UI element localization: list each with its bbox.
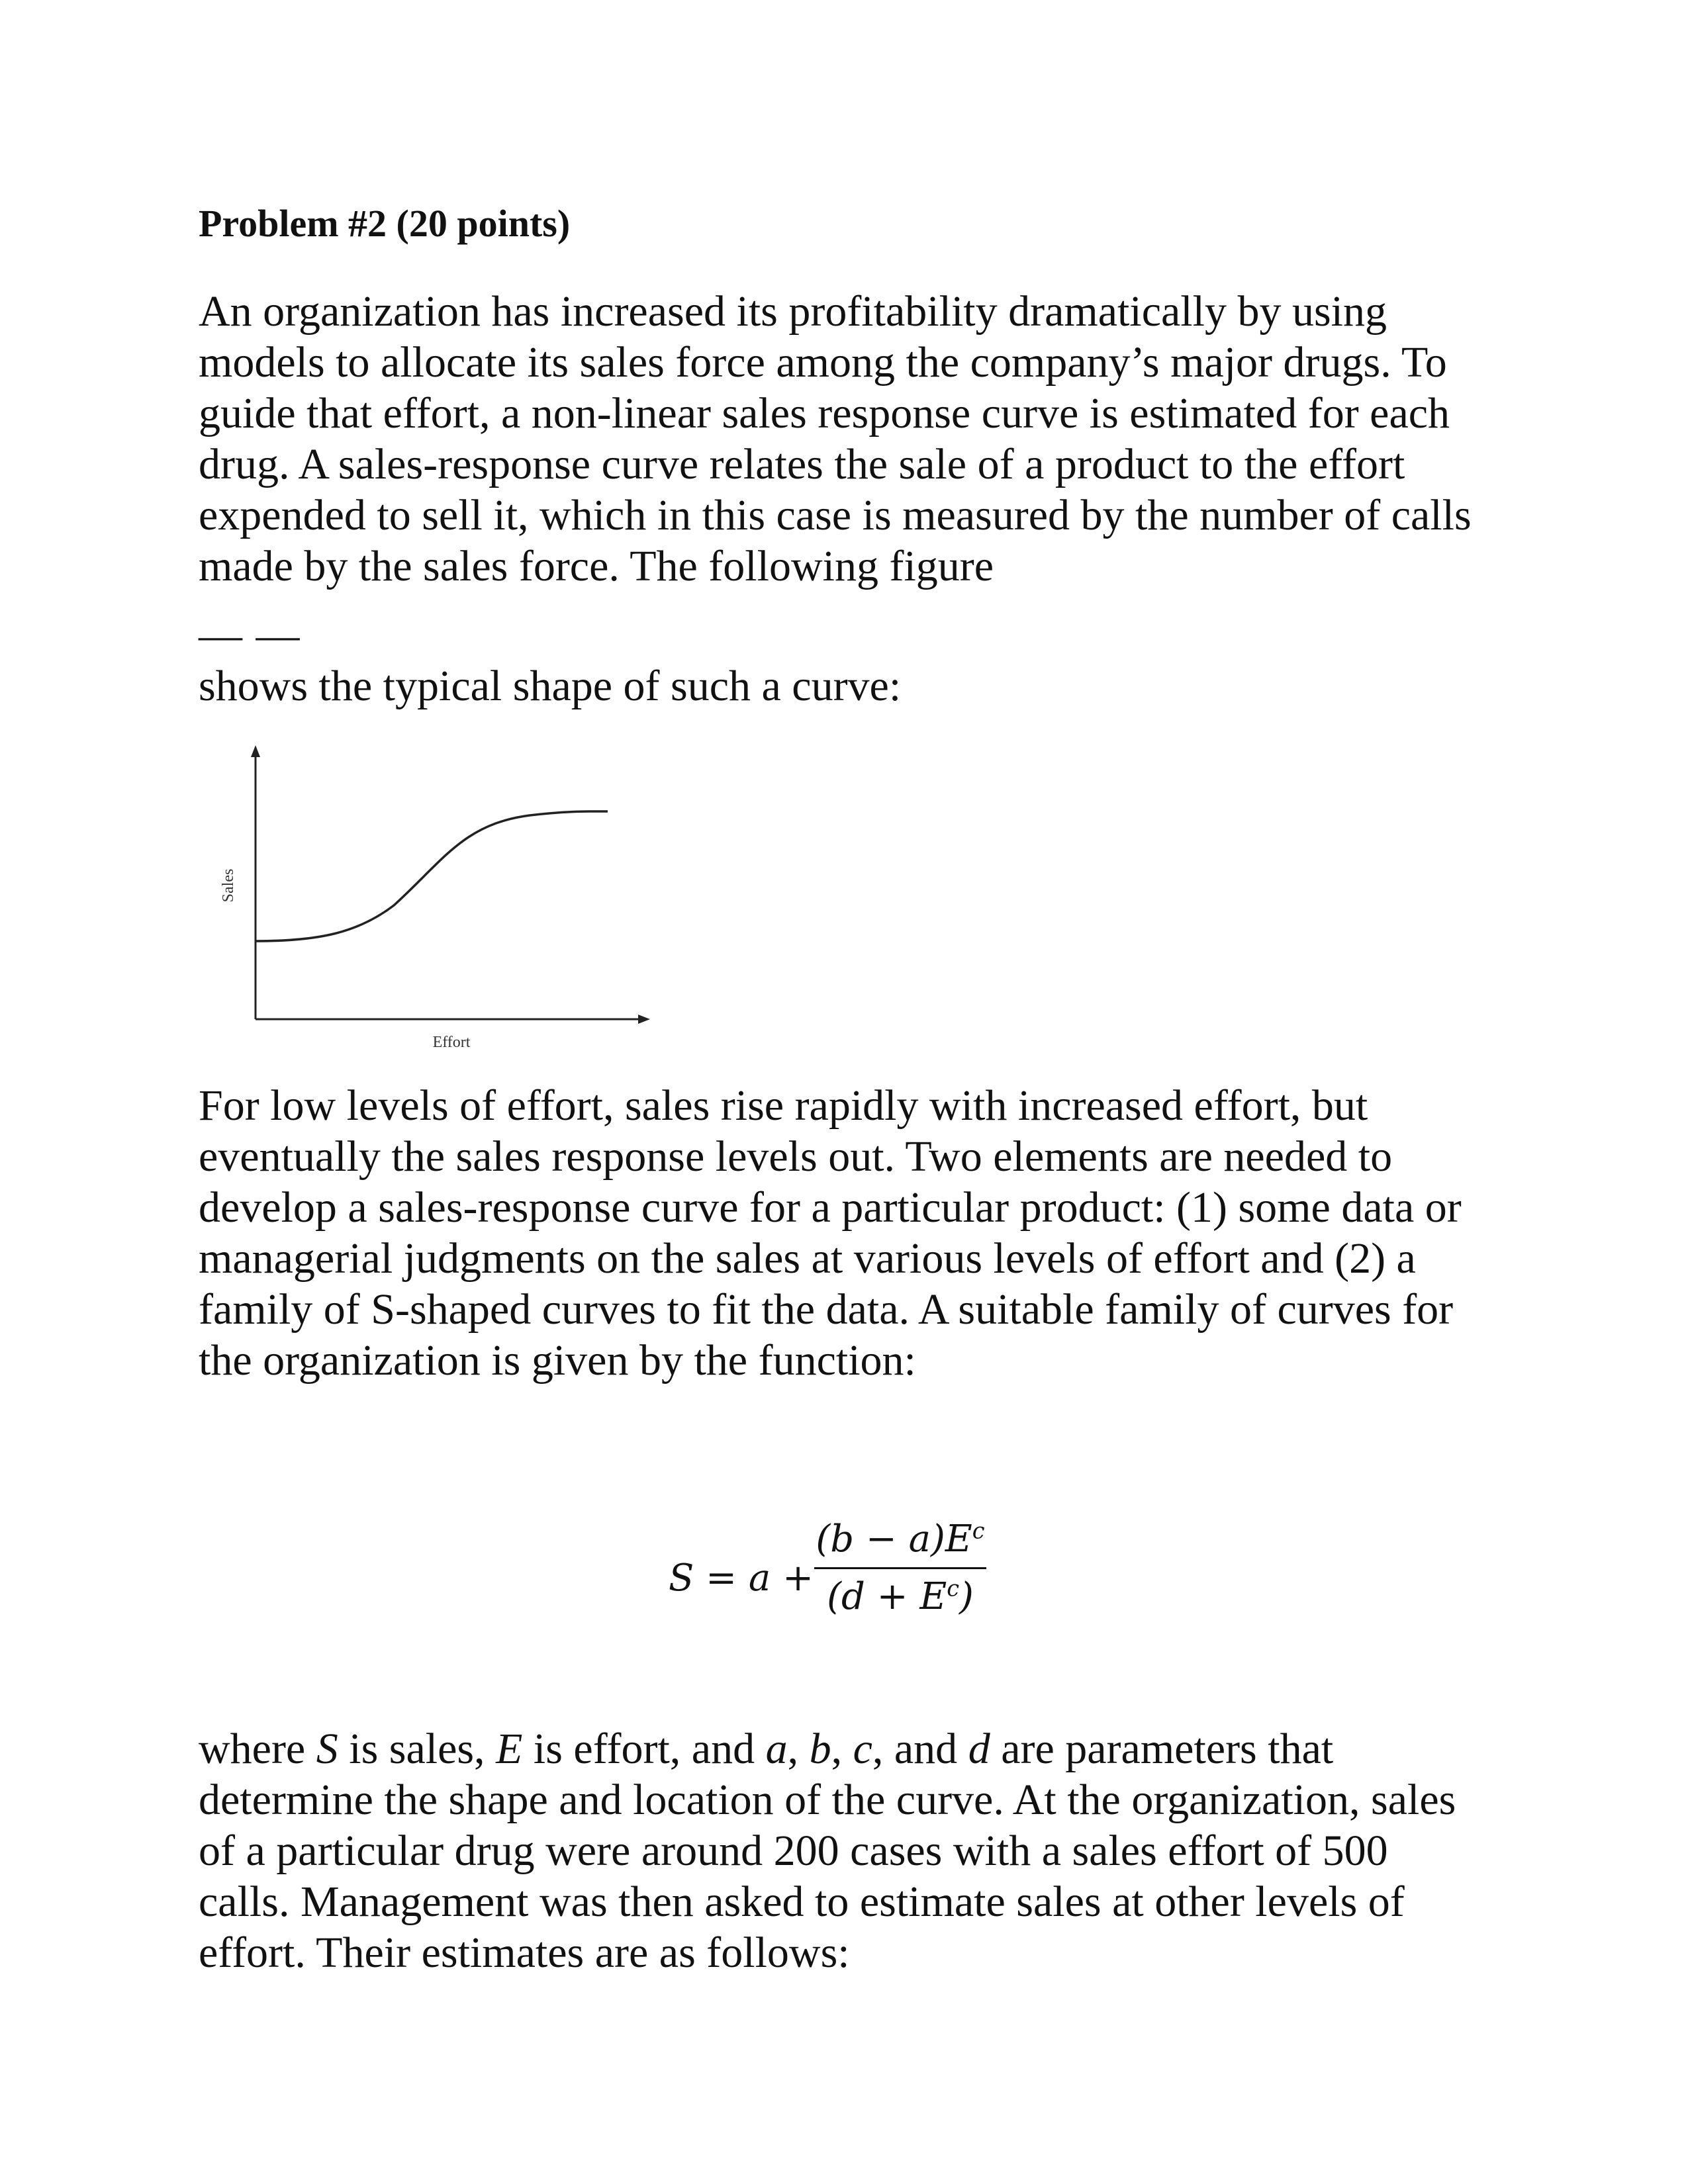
numerator-text: (b − a)E: [816, 1518, 972, 1561]
text-line: of a particular drug were around 200 cases with a sales effort of 500: [199, 1827, 1388, 1875]
text-line: drug. A sales-response curve relates the sale of a product to the effort: [199, 440, 1405, 488]
variable-a: a: [765, 1725, 788, 1773]
figure-background: [199, 735, 702, 1079]
text-line: develop a sales-response curve for a particular product: (1) some data or: [199, 1183, 1462, 1232]
sales-response-chart: [199, 735, 702, 1079]
text-line: eventually the sales response levels out. Two elements are needed to: [199, 1132, 1393, 1181]
variable-d: d: [968, 1725, 990, 1773]
figure-intro-text: shows the typical shape of such a curve:: [199, 662, 902, 710]
text-run: is effort, and: [522, 1725, 766, 1773]
curve-description-paragraph: [199, 1080, 1523, 1386]
denominator-exponent: c: [947, 1575, 960, 1602]
variable-s: S: [316, 1725, 338, 1773]
formula-lhs: S = a +: [669, 1557, 814, 1600]
problem-heading: Problem #2 (20 points): [199, 202, 571, 245]
dash-marks: — —: [199, 611, 301, 659]
text-run: is sales,: [338, 1725, 496, 1773]
denominator-text: (d + E: [827, 1575, 947, 1618]
text-line: An organization has increased its profitability dramatically by using: [199, 287, 1387, 336]
formula-numerator: [814, 1516, 986, 1563]
text-run: , and: [872, 1725, 968, 1773]
text-line: effort. Their estimates are as follows:: [199, 1929, 850, 1977]
text-line: guide that effort, a non-linear sales response curve is estimated for each: [199, 389, 1450, 437]
text-run: ,: [787, 1725, 810, 1773]
text-line: determine the shape and location of the curve. At the organization, sales: [199, 1776, 1456, 1824]
text-line: For low levels of effort, sales rise rapidly with increased effort, but: [199, 1081, 1368, 1130]
text-run: are parameters that: [990, 1725, 1334, 1773]
intro-paragraph: [199, 286, 1523, 592]
variable-e: E: [496, 1725, 523, 1773]
text-line: made by the sales force. The following figure: [199, 542, 994, 590]
variable-c: c: [853, 1725, 872, 1773]
numerator-exponent: c: [972, 1518, 985, 1544]
text-line: family of S-shaped curves to fit the data. A suitable family of curves for: [199, 1285, 1454, 1334]
text-line: calls. Management was then asked to estimate sales at other levels of: [199, 1878, 1405, 1926]
text-line: managerial judgments on the sales at various levels of effort and (2) a: [199, 1234, 1416, 1283]
text-line: [199, 1723, 1523, 1774]
text-line: models to allocate its sales force among the company’s major drugs. To: [199, 338, 1447, 387]
text-line: expended to sell it, which in this case is measured by the number of calls: [199, 491, 1472, 539]
denominator-close: ): [959, 1575, 974, 1618]
fraction-bar: [814, 1567, 986, 1569]
parameters-paragraph: [199, 1723, 1523, 1978]
text-run: ,: [831, 1725, 853, 1773]
x-axis-label: Effort: [432, 1034, 471, 1051]
variable-b: b: [809, 1725, 831, 1773]
formula-denominator: [814, 1573, 986, 1621]
text-line: the organization is given by the function:: [199, 1336, 916, 1385]
sales-response-figure: [199, 735, 702, 1079]
formula-fraction: [814, 1516, 986, 1621]
y-axis-label: Sales: [220, 868, 237, 903]
text-run: where: [199, 1725, 316, 1773]
